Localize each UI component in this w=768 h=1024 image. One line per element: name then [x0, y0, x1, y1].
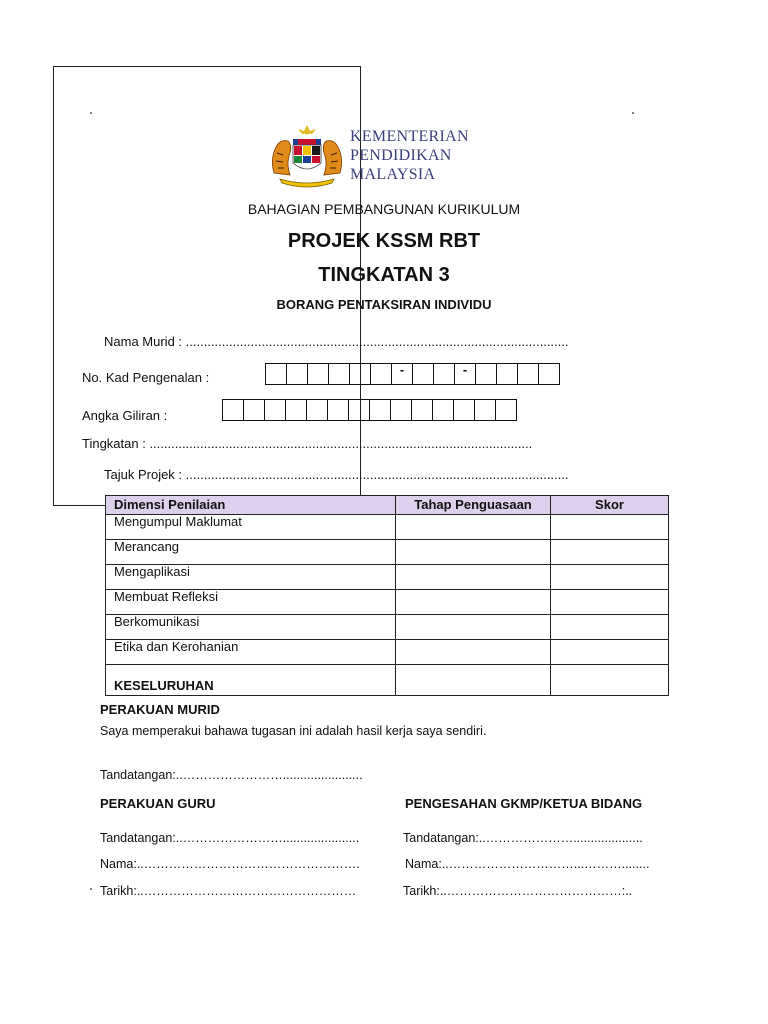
ic-digit-box[interactable] [266, 364, 287, 384]
mastery-cell[interactable] [396, 590, 551, 615]
assessment-table [105, 495, 669, 696]
exam-digit-box[interactable] [223, 400, 244, 420]
ic-digit-box[interactable] [329, 364, 350, 384]
dimension-label: Berkomunikasi [106, 615, 396, 640]
score-cell[interactable] [551, 515, 669, 540]
student-declaration-text: Saya memperakui bahawa tugasan ini adalah hasil kerja saya sendiri. [100, 724, 487, 738]
total-label: KESELURUHAN [106, 665, 396, 696]
ic-digit-box[interactable] [371, 364, 392, 384]
dimension-label: Mengumpul Maklumat [106, 515, 396, 540]
ic-digit-box[interactable] [476, 364, 497, 384]
form-level-title: TINGKATAN 3 [318, 264, 450, 286]
column-header: Dimensi Penilaian [106, 496, 396, 515]
score-total-cell[interactable] [551, 665, 669, 696]
column-header: Skor [551, 496, 669, 515]
scan-dot [632, 112, 634, 114]
column-header: Tahap Penguasaan [396, 496, 551, 515]
mastery-cell[interactable] [396, 515, 551, 540]
ministry-line: KEMENTERIAN [350, 128, 469, 145]
table-row [106, 590, 669, 615]
exam-number-label: Angka Giliran : [82, 408, 168, 423]
table-row [106, 640, 669, 665]
score-cell[interactable] [551, 590, 669, 615]
dimension-label: Etika dan Kerohanian [106, 640, 396, 665]
head-date-field[interactable]: Tarikh:..……………………………………:.. [403, 884, 633, 898]
ic-separator-box [392, 364, 413, 384]
exam-digit-box[interactable] [307, 400, 328, 420]
mastery-total-cell[interactable] [396, 665, 551, 696]
ic-digit-box[interactable] [413, 364, 434, 384]
teacher-signature-field[interactable]: Tandatangan:..……………………...................... [100, 831, 360, 845]
teacher-date-field[interactable]: Tarikh:..…………………………………………… [100, 884, 357, 898]
scan-dot [90, 888, 92, 890]
project-title-field[interactable]: Tajuk Projek : .......................................................................................................... [104, 467, 569, 482]
table-total-row [106, 665, 669, 696]
ic-digit-box[interactable] [539, 364, 560, 384]
table-header-row [106, 496, 669, 515]
mastery-cell[interactable] [396, 615, 551, 640]
ic-digit-box[interactable] [497, 364, 518, 384]
scan-dot [90, 112, 92, 114]
exam-digit-box[interactable] [475, 400, 496, 420]
exam-digit-box[interactable] [433, 400, 454, 420]
mastery-cell[interactable] [396, 640, 551, 665]
exam-digit-box[interactable] [391, 400, 412, 420]
score-cell[interactable] [551, 565, 669, 590]
dimension-label: Mengaplikasi [106, 565, 396, 590]
verification-title: PENGESAHAN GKMP/KETUA BIDANG [405, 796, 643, 811]
ministry-line: MALAYSIA [350, 166, 436, 183]
student-signature-field[interactable]: Tandatangan:..……………………....................... [100, 768, 363, 782]
department-heading: BAHAGIAN PEMBANGUNAN KURIKULUM [247, 201, 521, 217]
exam-digit-box[interactable] [454, 400, 475, 420]
ic-separator-box [455, 364, 476, 384]
mastery-cell[interactable] [396, 540, 551, 565]
score-cell[interactable] [551, 540, 669, 565]
ic-number-boxes[interactable] [265, 363, 560, 385]
teacher-name-field[interactable]: Nama:..……………………………………………. [100, 857, 360, 871]
form-level-field[interactable]: Tingkatan : .......................................................................................................... [82, 436, 533, 451]
exam-digit-box[interactable] [370, 400, 391, 420]
ic-digit-box[interactable] [287, 364, 308, 384]
exam-digit-box[interactable] [286, 400, 307, 420]
table-row [106, 565, 669, 590]
form-name-heading: BORANG PENTAKSIRAN INDIVIDU [276, 297, 492, 312]
exam-digit-box[interactable] [328, 400, 349, 420]
ic-digit-box[interactable] [434, 364, 455, 384]
table-row [106, 615, 669, 640]
exam-number-boxes[interactable] [222, 399, 517, 421]
malaysia-coat-of-arms-icon [266, 123, 348, 189]
dimension-label: Merancang [106, 540, 396, 565]
head-signature-field[interactable]: Tandatangan:..………………….................... [403, 831, 643, 845]
student-name-field[interactable]: Nama Murid : .......................................................................................................... [104, 334, 569, 349]
teacher-declaration-title: PERAKUAN GURU [100, 796, 216, 811]
ic-digit-box[interactable] [350, 364, 371, 384]
score-cell[interactable] [551, 640, 669, 665]
exam-digit-box[interactable] [412, 400, 433, 420]
head-name-field[interactable]: Nama:..…………………………...………........ [405, 857, 650, 871]
exam-digit-box[interactable] [244, 400, 265, 420]
exam-digit-box[interactable] [349, 400, 370, 420]
exam-digit-box[interactable] [265, 400, 286, 420]
dimension-label: Membuat Refleksi [106, 590, 396, 615]
project-title: PROJEK KSSM RBT [287, 230, 481, 252]
ic-number-label: No. Kad Pengenalan : [82, 370, 210, 385]
score-cell[interactable] [551, 615, 669, 640]
mastery-cell[interactable] [396, 565, 551, 590]
ic-digit-box[interactable] [518, 364, 539, 384]
exam-digit-box[interactable] [496, 400, 517, 420]
ic-digit-box[interactable] [308, 364, 329, 384]
table-row [106, 540, 669, 565]
ministry-logo-text [350, 127, 469, 184]
table-row [106, 515, 669, 540]
student-declaration-title: PERAKUAN MURID [100, 702, 220, 717]
ministry-line: PENDIDIKAN [350, 147, 452, 164]
